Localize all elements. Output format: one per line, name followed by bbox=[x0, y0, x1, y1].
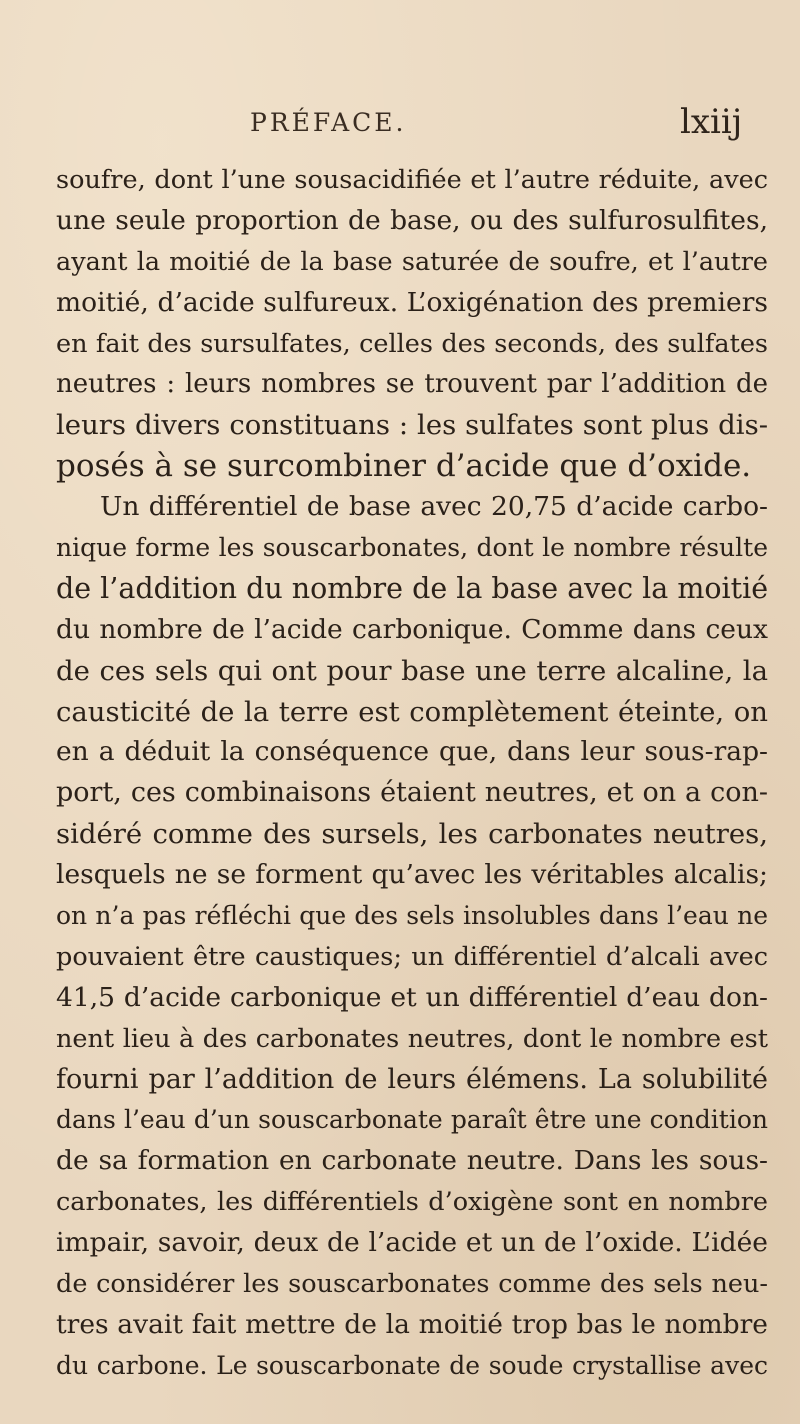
text-line: dans l’eau d’un souscarbonate paraît être une condition bbox=[56, 1105, 768, 1135]
text-line: ayant la moitié de la base saturée de soufre, et l’autre bbox=[56, 246, 768, 277]
text-line: carbonates, les différentiels d’oxigène sont en nombre bbox=[56, 1187, 768, 1218]
page-number: lxiij bbox=[680, 102, 743, 142]
text-line: en a déduit la conséquence que, dans leur sous-rap- bbox=[56, 736, 768, 768]
text-line: posés à se surcombiner d’acide que d’oxide. bbox=[56, 448, 752, 485]
text-line: pouvaient être caustiques; un différentiel d’alcali avec bbox=[56, 941, 768, 972]
body-text bbox=[56, 160, 768, 1387]
text-line: on n’a pas réfléchi que des sels insolubles dans l’eau ne bbox=[56, 901, 768, 931]
text-line: nique forme les souscarbonates, dont le nombre résulte bbox=[56, 533, 768, 563]
running-head bbox=[0, 98, 800, 148]
text-line: 41,5 d’acide carbonique et un différentiel d’eau don- bbox=[56, 981, 768, 1013]
text-line: en fait des sursulfates, celles des seconds, des sulfates bbox=[56, 328, 768, 359]
text-line: de l’addition du nombre de la base avec la moitié bbox=[56, 571, 769, 605]
text-line: de ces sels qui ont pour base une terre alcaline, la bbox=[56, 654, 768, 687]
text-line: du carbone. Le souscarbonate de soude crystallise avec bbox=[56, 1350, 768, 1380]
text-line: leurs divers constituans : les sulfates sont plus dis- bbox=[56, 409, 768, 442]
text-line: neutres : leurs nombres se trouvent par l’addition de bbox=[56, 369, 768, 400]
text-line: sidéré comme des sursels, les carbonates neutres, bbox=[56, 818, 768, 851]
text-line: moitié, d’acide sulfureux. L’oxigénation des premiers bbox=[56, 286, 768, 318]
running-head-title: PRÉFACE. bbox=[250, 108, 407, 137]
text-line: port, ces combinaisons étaient neutres, et on a con- bbox=[56, 777, 768, 809]
text-line: lesquels ne se forment qu’avec les véritables alcalis; bbox=[56, 859, 768, 891]
text-line: nent lieu à des carbonates neutres, dont le nombre est bbox=[56, 1023, 768, 1054]
text-line: impair, savoir, deux de l’acide et un de l’oxide. L’idée bbox=[56, 1227, 768, 1259]
text-line: fourni par l’addition de leurs élémens. La solubilité bbox=[56, 1063, 768, 1095]
text-line: tres avait fait mettre de la moitié trop bas le nombre bbox=[56, 1308, 768, 1340]
text-line: soufre, dont l’une sousacidifiée et l’autre réduite, avec bbox=[56, 165, 768, 195]
paragraph-first-line: Un différentiel de base avec 20,75 d’acide carbo- bbox=[100, 491, 768, 523]
text-line: causticité de la terre est complètement éteinte, on bbox=[56, 695, 768, 728]
text-line: de considérer les souscarbonates comme des sels neu- bbox=[56, 1269, 768, 1300]
text-line: de sa formation en carbonate neutre. Dans les sous- bbox=[56, 1145, 768, 1177]
text-line: une seule proportion de base, ou des sulfurosulfites, bbox=[56, 204, 768, 236]
text-line: du nombre de l’acide carbonique. Comme dans ceux bbox=[56, 613, 768, 645]
